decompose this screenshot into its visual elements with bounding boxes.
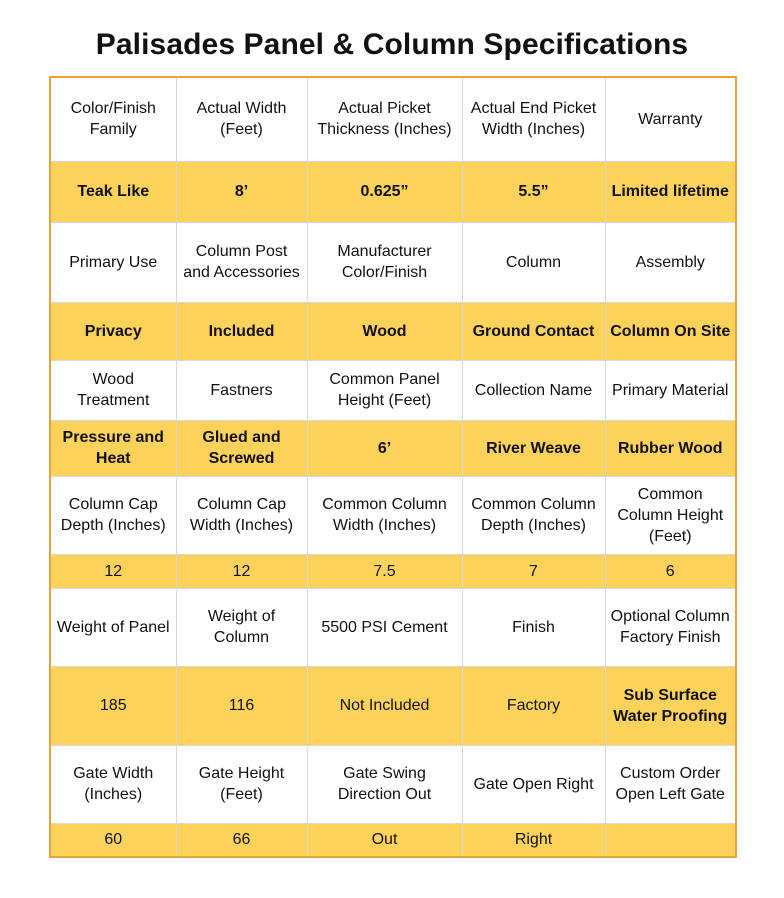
table-cell: 116 [176,666,307,745]
table-cell: Weight of Column [176,588,307,666]
table-cell: Rubber Wood [605,420,736,476]
table-cell: Custom Order Open Left Gate [605,745,736,823]
table-cell: Pressure and Heat [50,420,176,476]
table-cell: 8’ [176,161,307,222]
table-cell: Primary Material [605,360,736,420]
table-row-labels-2 [50,222,736,302]
table-cell: Out [307,823,462,857]
table-cell: Common Column Depth (Inches) [462,476,605,554]
table-row-values-3 [50,420,736,476]
table-row-values-6 [50,823,736,857]
table-cell: Column Post and Accessories [176,222,307,302]
table-cell: 12 [176,554,307,588]
table-cell: 6’ [307,420,462,476]
table-cell: Common Column Width (Inches) [307,476,462,554]
table-cell: Privacy [50,302,176,360]
table-cell: Wood [307,302,462,360]
table-cell: 5500 PSI Cement [307,588,462,666]
table-cell: Wood Treatment [50,360,176,420]
table-cell: Weight of Panel [50,588,176,666]
table-cell: Column Cap Width (Inches) [176,476,307,554]
table-cell: Gate Width (Inches) [50,745,176,823]
table-cell: Limited lifetime [605,161,736,222]
table-row-values-1 [50,161,736,222]
table-cell: Gate Height (Feet) [176,745,307,823]
table-cell: Optional Column Factory Finish [605,588,736,666]
table-cell: Warranty [605,77,736,161]
table-cell: River Weave [462,420,605,476]
table-cell: Common Column Height (Feet) [605,476,736,554]
table-row-labels-1 [50,77,736,161]
table-cell: Assembly [605,222,736,302]
table-cell: Column Cap Depth (Inches) [50,476,176,554]
table-cell: Column [462,222,605,302]
table-cell: Manufacturer Color/Finish [307,222,462,302]
table-row-labels-5 [50,588,736,666]
table-cell: Actual End Picket Width (Inches) [462,77,605,161]
table-row-labels-4 [50,476,736,554]
table-cell: 0.625” [307,161,462,222]
table-cell: 60 [50,823,176,857]
table-cell: Teak Like [50,161,176,222]
table-cell: Fastners [176,360,307,420]
table-cell: Actual Picket Thickness (Inches) [307,77,462,161]
table-cell: 5.5” [462,161,605,222]
table-row-values-5 [50,666,736,745]
table-cell: Not Included [307,666,462,745]
table-cell: 7.5 [307,554,462,588]
table-cell: 6 [605,554,736,588]
table-cell: Included [176,302,307,360]
table-cell: 12 [50,554,176,588]
table-row-values-2 [50,302,736,360]
table-cell: Column On Site [605,302,736,360]
table-cell: Ground Contact [462,302,605,360]
table-cell: Color/Finish Family [50,77,176,161]
table-cell: Actual Width (Feet) [176,77,307,161]
table-row-labels-6 [50,745,736,823]
table-row-labels-3 [50,360,736,420]
table-cell: Common Panel Height (Feet) [307,360,462,420]
table-cell: 185 [50,666,176,745]
table-cell: Right [462,823,605,857]
table-cell: Primary Use [50,222,176,302]
table-cell [605,823,736,857]
table-cell: Gate Swing Direction Out [307,745,462,823]
table-cell: Collection Name [462,360,605,420]
page-title: Palisades Panel & Column Specifications [95,28,689,61]
table-cell: Finish [462,588,605,666]
table-cell: Gate Open Right [462,745,605,823]
table-cell: 7 [462,554,605,588]
table-cell: Factory [462,666,605,745]
table-cell: Glued and Screwed [176,420,307,476]
spec-table [49,76,737,858]
table-cell: Sub Surface Water Proofing [605,666,736,745]
table-cell: 66 [176,823,307,857]
table-row-values-4 [50,554,736,588]
